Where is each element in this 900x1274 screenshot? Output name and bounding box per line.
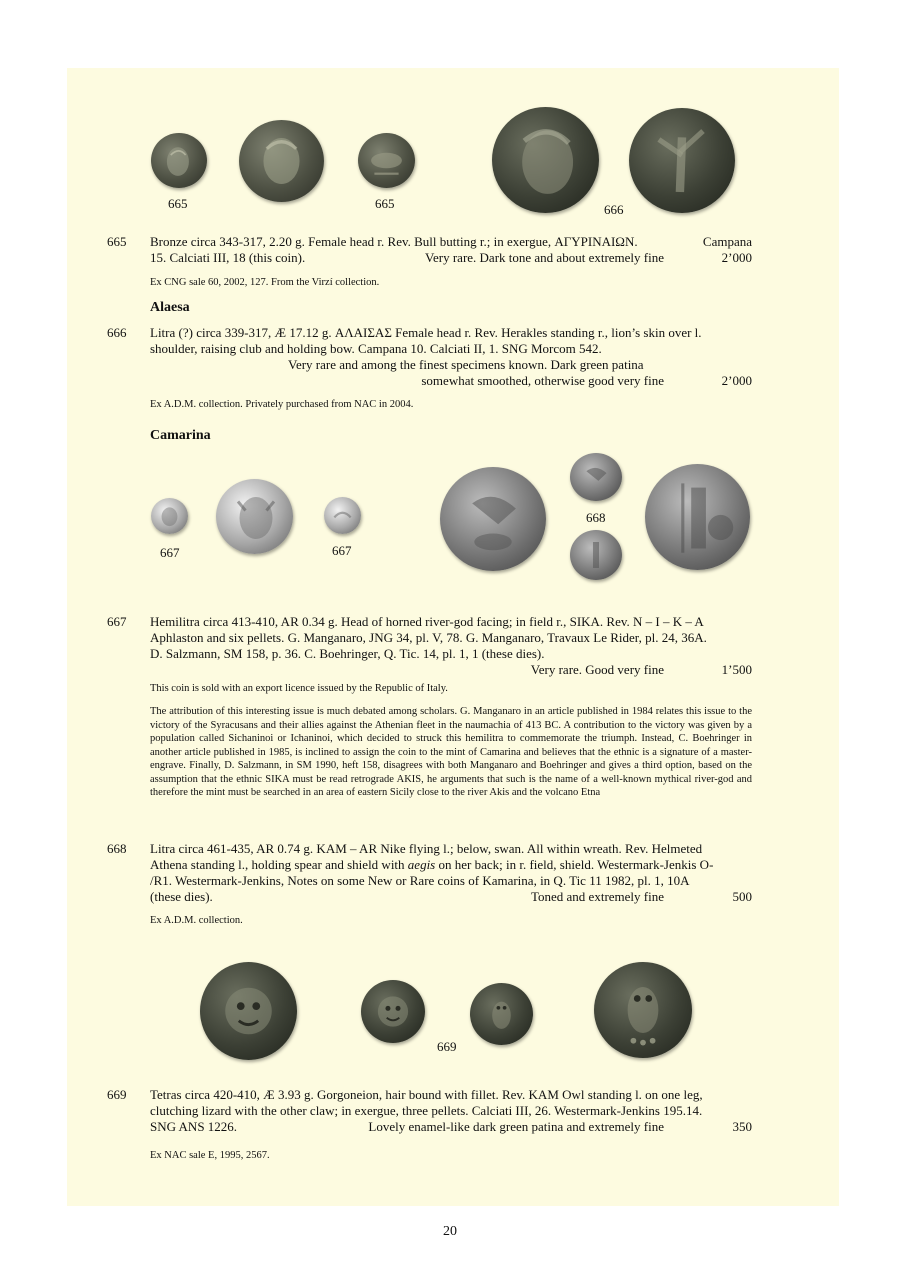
coin-665-obverse-large xyxy=(239,120,324,202)
lot-669-provenance: Ex NAC sale E, 1995, 2567. xyxy=(150,1150,270,1161)
coin-667-reverse xyxy=(324,497,361,534)
section-heading-camarina: Camarina xyxy=(150,428,211,443)
lot-667-commentary: The attribution of this interesting issue is much debated among scholars. G. Manganaro in an article published in 1984 relates this issue to the victory of the Syracusans and their allies against the Athenian fleet in the naumachia of 413 BC. A contribution to the victory was given by a population called Sichaninoi or Ichaninoi, which decided to struck this hemilitra to commemorate the triumph. Instead, C. Boehringer in another article published in 1985, is inclined to assign the coin to the mint of Camarina and believes that the ethnic is a signature of a master-engrave. Finally, D. Salzmann, in SM 1990, heft 158, disagrees with both Manganaro and Boehringer and gives a third option, based on the assumption that the ethnic SIKA must be read retrograde AKIS, he arguments that such is the name of a well-known mythical river-god and therefore the mint must be searched in an area of eastern Sicily close to the river Akis and the volcano Etna xyxy=(150,706,752,798)
photo-label-666: 666 xyxy=(604,202,624,217)
coin-668-obverse-small xyxy=(570,453,622,501)
coin-669-obverse-large xyxy=(200,962,297,1060)
coin-667-obverse-small xyxy=(151,498,188,534)
lot-number-668: 668 xyxy=(107,841,127,856)
section-heading-alaesa: Alaesa xyxy=(150,300,190,315)
coin-668-obverse-large xyxy=(440,467,546,571)
lot-665-price: 2’000 xyxy=(721,250,752,265)
photo-label-667-a: 667 xyxy=(160,545,180,560)
lot-number-665: 665 xyxy=(107,234,127,249)
coin-668-reverse-large xyxy=(645,464,750,570)
lot-number-666: 666 xyxy=(107,325,127,340)
photo-label-668: 668 xyxy=(586,510,606,525)
coin-665-reverse xyxy=(358,133,415,188)
lot-666-provenance: Ex A.D.M. collection. Privately purchased from NAC in 2004. xyxy=(150,399,414,410)
lot-number-669: 669 xyxy=(107,1087,127,1102)
photo-label-665-b: 665 xyxy=(375,196,395,211)
lot-668-description: Litra circa 461-435, AR 0.74 g. KAM – AR Nike flying l.; below, swan. All within wreath. Rev. Helmeted Athena standing l., holding spear and shield with aegis on her back; in r. field, shield. Westermark-Jenkis O- /R1. Westermark-Jenkins, Notes on some New or Rare coins of Kamarina, in Q. Tic 11 1982, pl. 1, 10A (these dies). Toned and extremely fine 500 xyxy=(150,841,752,904)
photo-label-665-a: 665 xyxy=(168,196,188,211)
lot-668-provenance: Ex A.D.M. collection. xyxy=(150,915,243,926)
coin-669-reverse-large xyxy=(594,962,692,1058)
lot-665-provenance: Ex CNG sale 60, 2002, 127. From the Virzí collection. xyxy=(150,277,380,288)
lot-667-description: Hemilitra circa 413-410, AR 0.34 g. Head of horned river-god facing; in field r., SIKA. Rev. N – I – K – A Aphlaston and six pellets. G. Manganaro, JNG 34, pl. V, 78. G. Manganaro, Travaux Le Rider, pl. 24, 36A. D. Salzmann, SM 158, p. 36. C. Boehringer, Q. Tic. 14, pl. 1, 1 (these dies). Very rare. Good very fine 1’500 xyxy=(150,614,752,677)
lot-667-export-licence: This coin is sold with an export licence issued by the Republic of Italy. xyxy=(150,683,448,694)
coin-667-obverse-large xyxy=(216,479,293,554)
coin-666-reverse xyxy=(629,108,735,213)
lot-number-667: 667 xyxy=(107,614,127,629)
coin-669-obverse-small xyxy=(361,980,425,1043)
photo-label-669: 669 xyxy=(437,1039,457,1054)
coin-665-obverse-small xyxy=(151,133,207,188)
lot-665-description: Bronze circa 343-317, 2.20 g. Female head r. Rev. Bull butting r.; in exergue, ΑΓΥΡΙΝΑΙΩΝ. Campana 15. Calciati III, 18 (this coin). Very rare. Dark tone and about extremely fine 2’000 xyxy=(150,234,752,265)
page-number: 20 xyxy=(443,1224,457,1239)
lot-666-description: Litra (?) circa 339-317, Æ 17.12 g. ΑΛΑΙΣΑΣ Female head r. Rev. Herakles standing r., lion’s skin over l. shoulder, raising club and holding bow. Campana 10. Calciati II, 1. SNG Morcom 542. Very rare and among the finest specimens known. Dark green patina somewhat smoothed, otherwise good very fine 2’000 xyxy=(150,325,752,388)
lot-668-price: 500 xyxy=(732,889,752,904)
lot-666-price: 2’000 xyxy=(721,373,752,388)
lot-669-description: Tetras circa 420-410, Æ 3.93 g. Gorgoneion, hair bound with fillet. Rev. KAM Owl standing l. on one leg, clutching lizard with the other claw; in exergue, three pellets. Calciati III, 26. Westermark-Jenkins 195.14. SNG ANS 1226. Lovely enamel-like dark green patina and extremely fine 350 xyxy=(150,1087,752,1134)
photo-label-667-b: 667 xyxy=(332,543,352,558)
coin-669-reverse-small xyxy=(470,983,533,1045)
lot-669-price: 350 xyxy=(732,1119,752,1134)
lot-667-price: 1’500 xyxy=(721,662,752,677)
coin-668-reverse-small xyxy=(570,530,622,580)
coin-666-obverse xyxy=(492,107,599,213)
